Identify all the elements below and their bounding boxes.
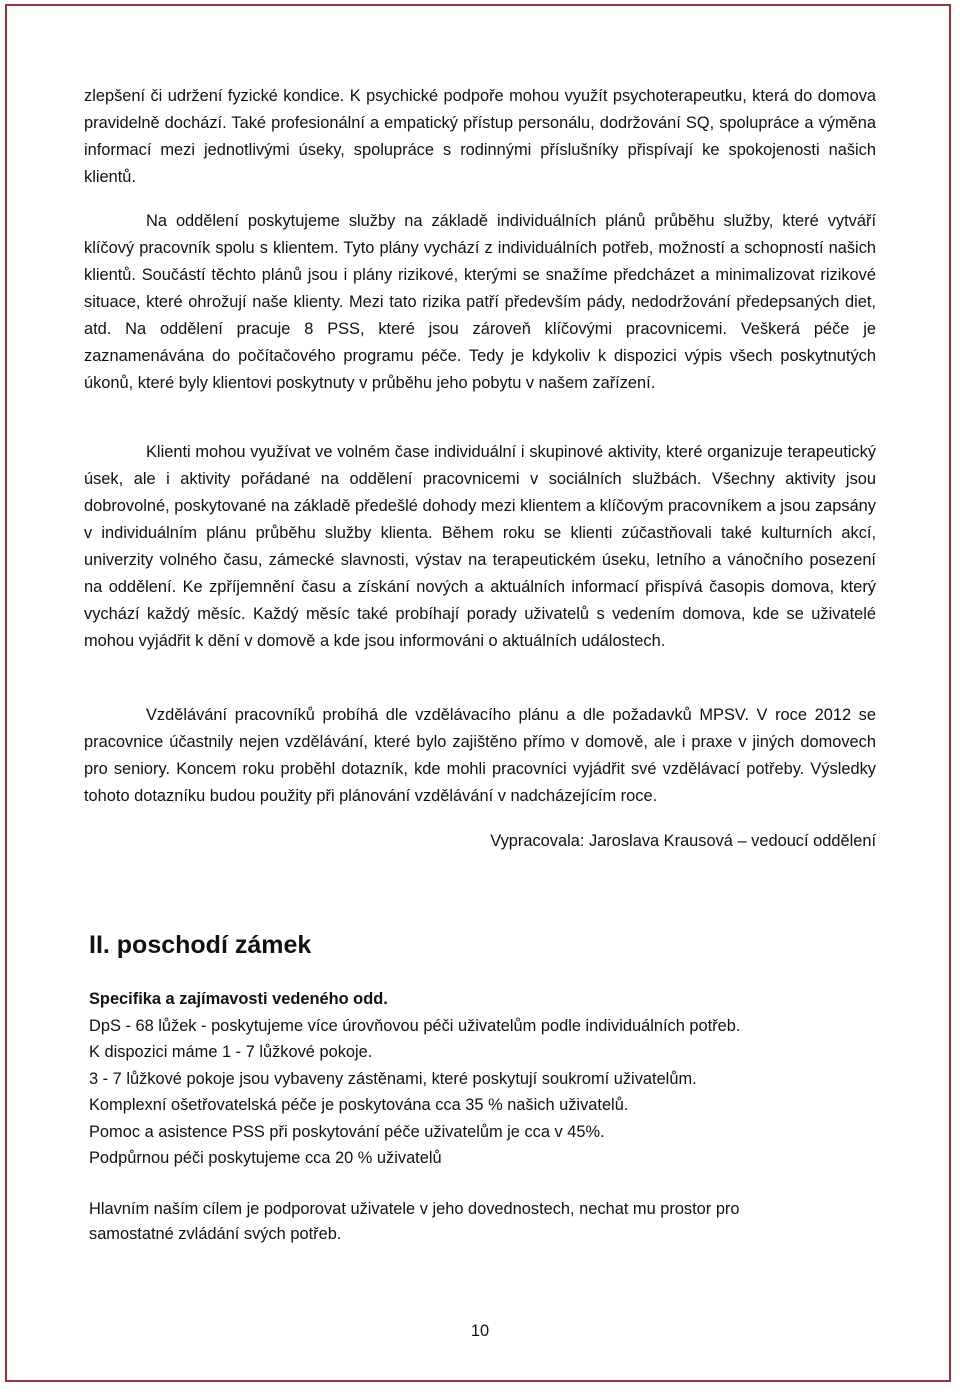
section-subtitle: Specifika a zajímavosti vedeného odd. — [89, 990, 388, 1008]
page-number: 10 — [470, 1322, 490, 1340]
fact-item: Pomoc a asistence PSS při poskytování péče uživatelům je cca v 45%. — [89, 1122, 605, 1141]
paragraph-4: Vzdělávání pracovníků probíhá dle vzdělávacího plánu a dle požadavků MPSV. V roce 2012 se pracovnice účastnily nejen vzdělávání, které bylo zajištěno přímo v domově, ale i praxe v jiných domovech pro seniory. Koncem roku proběhl dotazník, kde mohli pracovníci vyjádřit své vzdělávací potřeby. Výsledky tohoto dotazníku budou použity při plánování vzdělávání v nadcházejícím roce. — [84, 706, 876, 805]
fact-item: 3 - 7 lůžkové pokoje jsou vybaveny zástěnami, které poskytují soukromí uživatelům. — [89, 1069, 697, 1088]
paragraph-2: Na oddělení poskytujeme služby na základě individuálních plánů průběhu služby, které vytváří klíčový pracovník spolu s klientem. Tyto plány vychází z individuálních potřeb, možností a schopností našich klientů. Součástí těchto plánů jsou i plány rizikové, kterými se snažíme předcházet a minimalizovat rizikové situace, které ohrožují naše klienty. Mezi tato rizika patří především pády, nedodržování předepsaných diet, atd. Na oddělení pracuje 8 PSS, které jsou zároveň klíčovými pracovnicemi. Veškerá péče je zaznamenávána do počítačového programu péče. Tedy je kdykoliv k dispozici výpis všech poskytnutých úkonů, které byly klientovi poskytnuty v průběhu jeho pobytu v našem zařízení. — [84, 212, 876, 392]
section-title: II. poschodí zámek — [89, 931, 312, 959]
goal-paragraph: Hlavním naším cílem je podporovat uživatele v jeho dovednostech, nechat mu prostor pro samostatné zvládání svých potřeb. — [89, 1200, 740, 1243]
fact-item: DpS - 68 lůžek - poskytujeme více úrovňovou péči uživatelům podle individuálních potřeb. — [89, 1016, 741, 1035]
fact-item: Podpůrnou péči poskytujeme cca 20 % uživatelů — [89, 1149, 442, 1167]
paragraph-1: zlepšení či udržení fyzické kondice. K psychické podpoře mohou využít psychoterapeutku, která do domova pravidelně dochází. Také profesionální a empatický přístup personálu, dodržování SQ, spolupráce a výměna informací mezi jednotlivými úseky, spolupráce s rodinnými příslušníky přispívají ke spokojenosti našich klientů. — [84, 87, 876, 186]
facts-list — [89, 986, 869, 1172]
fact-item: K dispozici máme 1 - 7 lůžkové pokoje. — [89, 1043, 373, 1061]
fact-item: Komplexní ošetřovatelská péče je poskytována cca 35 % našich uživatelů. — [89, 1096, 629, 1114]
signature: Vypracovala: Jaroslava Krausová – vedoucí oddělení — [490, 832, 876, 850]
paragraph-3: Klienti mohou využívat ve volném čase individuální i skupinové aktivity, které organizuje terapeutický úsek, ale i aktivity pořádané na oddělení pracovnicemi v sociálních službách. Všechny aktivity jsou dobrovolné, poskytované na základě předešlé dohody mezi klientem a klíčovým pracovníkem a jsou zapsány v individuálním plánu průběhu služby klienta. Během roku se klienti zúčastňovali také kulturních akcí, univerzity volného času, zámecké slavnosti, výstav na terapeutickém úseku, letního a vánočního posezení na oddělení. Ke zpříjemnění času a získání nových a aktuálních informací přispívá časopis domova, který vychází každý měsíc. Každý měsíc také probíhají porady uživatelů s vedením domova, kde se uživatelé mohou vyjádřit k dění v domově a kde jsou informováni o aktuálních událostech. — [84, 443, 876, 650]
